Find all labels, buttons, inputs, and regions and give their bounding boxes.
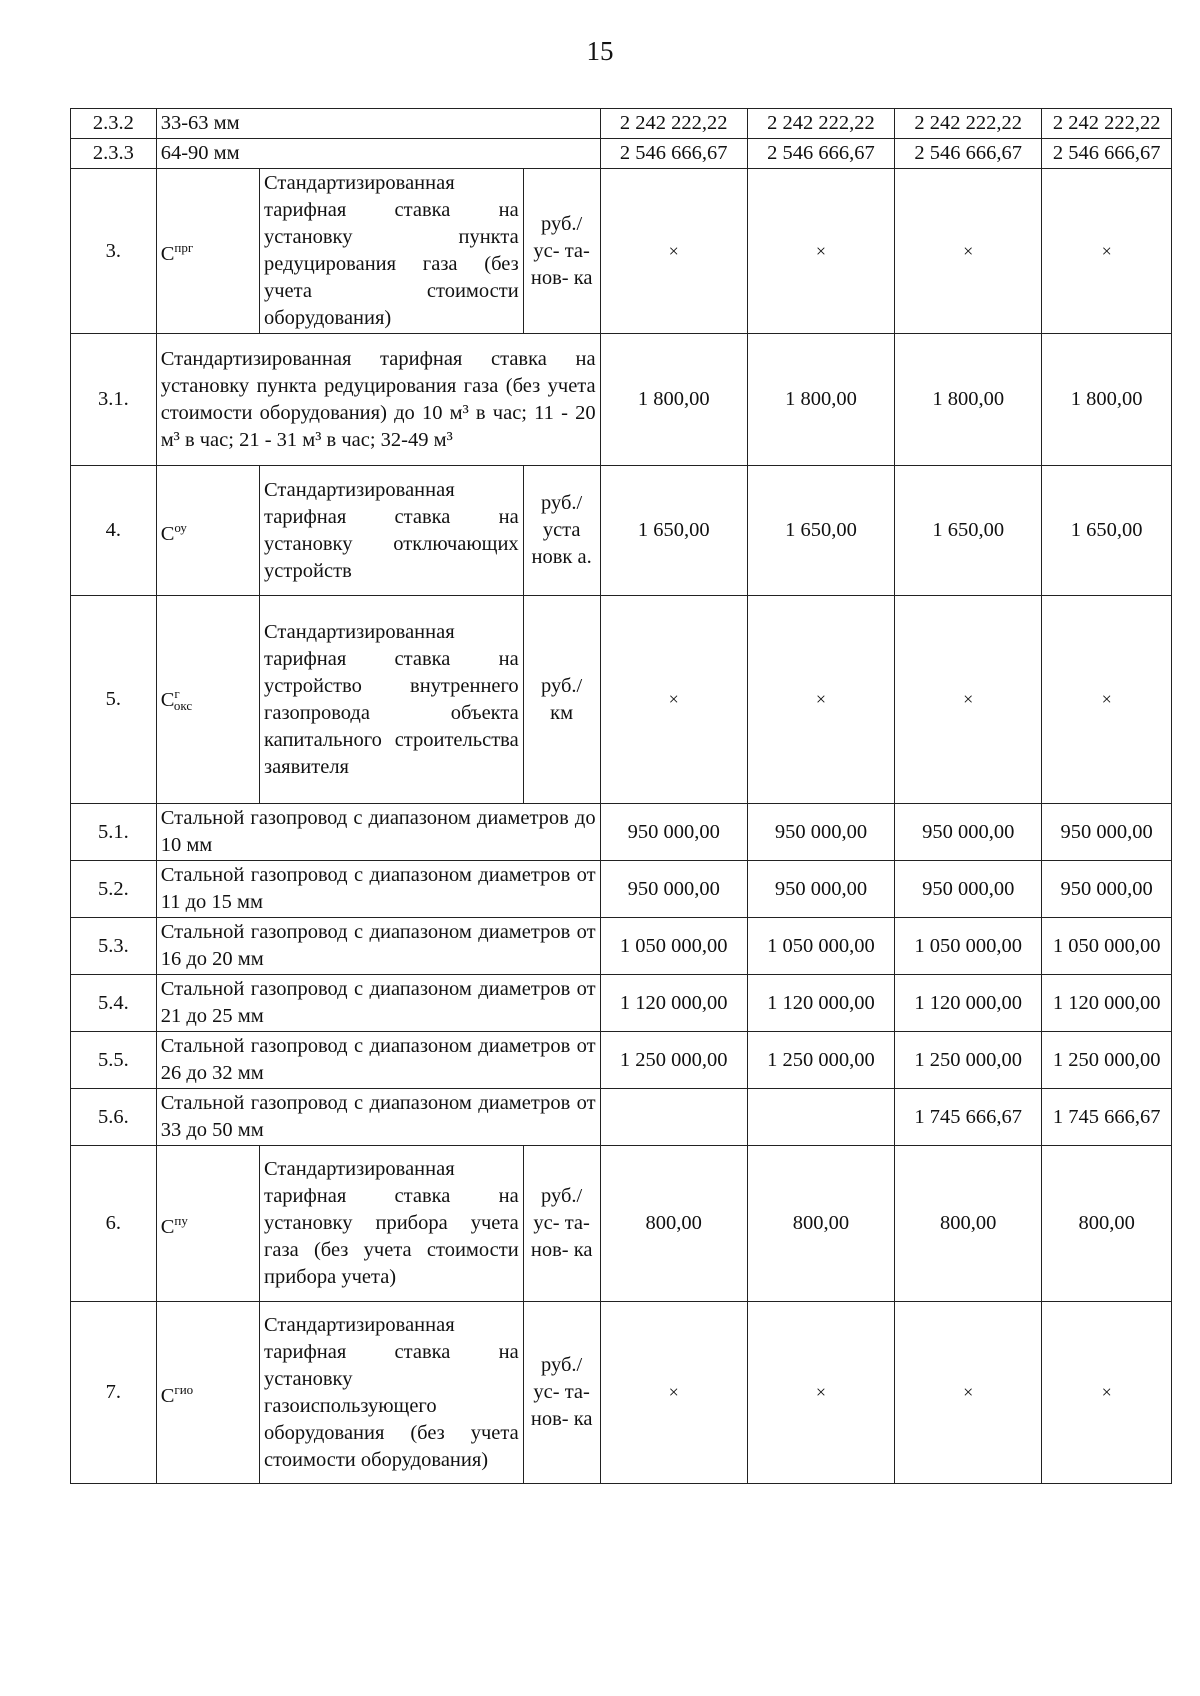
rate-value: 950 000,00	[600, 861, 747, 918]
tariff-symbol	[156, 1146, 259, 1302]
rate-value: ×	[895, 169, 1042, 334]
table-row	[71, 804, 1172, 861]
rate-value: 1 050 000,00	[747, 918, 894, 975]
rate-value: 950 000,00	[895, 861, 1042, 918]
table-row	[71, 975, 1172, 1032]
rate-value: 1 050 000,00	[1042, 918, 1172, 975]
rate-description: Стальной газопровод с диапазоном диаметров от 33 до 50 мм	[156, 1089, 600, 1146]
symbol-base: C	[160, 1384, 175, 1407]
rate-description: Стандартизированная тарифная ставка на установку пункта редуцирования газа (без учета стоимости оборудования) до 10 м³ в час; 11 - 20 м³ в час; 21 - 31 м³ в час; 32-49 м³	[156, 334, 600, 466]
rate-value: 1 250 000,00	[747, 1032, 894, 1089]
tariff-table	[70, 108, 1172, 1484]
symbol-base: C	[160, 688, 175, 711]
rate-value: ×	[747, 1302, 894, 1484]
table-row	[71, 918, 1172, 975]
row-number: 7.	[71, 1302, 157, 1484]
rate-value: 1 120 000,00	[1042, 975, 1172, 1032]
rate-value: 950 000,00	[600, 804, 747, 861]
rate-value: 2 242 222,22	[895, 109, 1042, 139]
unit-of-measure: руб./ км	[523, 596, 600, 804]
rate-value: 1 800,00	[895, 334, 1042, 466]
rate-description: Стандартизированная тарифная ставка на установку прибора учета газа (без учета стоимости прибора учета)	[259, 1146, 523, 1302]
rate-value: ×	[600, 169, 747, 334]
rate-value: 2 546 666,67	[600, 139, 747, 169]
table-row	[71, 1302, 1172, 1484]
row-number: 4.	[71, 466, 157, 596]
rate-value: 950 000,00	[1042, 861, 1172, 918]
rate-description: Стальной газопровод с диапазоном диаметров от 11 до 15 мм	[156, 861, 600, 918]
rate-description: Стандартизированная тарифная ставка на установку пункта редуцирования газа (без учета стоимости оборудования)	[259, 169, 523, 334]
rate-value: 800,00	[600, 1146, 747, 1302]
rate-value: ×	[747, 169, 894, 334]
table-row	[71, 334, 1172, 466]
symbol-superscript: г	[174, 685, 180, 701]
rate-value: 1 800,00	[1042, 334, 1172, 466]
rate-value: ×	[1042, 169, 1172, 334]
rate-description: Стандартизированная тарифная ставка на устройство внутреннего газопровода объекта капитального строительства заявителя	[259, 596, 523, 804]
table-row	[71, 139, 1172, 169]
rate-value: 2 242 222,22	[1042, 109, 1172, 139]
symbol-superscript: пу	[174, 1212, 188, 1228]
rate-value: ×	[747, 596, 894, 804]
tariff-symbol	[156, 169, 259, 334]
rate-value: ×	[600, 1302, 747, 1484]
page-number: 15	[586, 36, 614, 66]
unit-of-measure: руб./ ус- та- нов- ка	[523, 169, 600, 334]
symbol-base: C	[160, 242, 175, 265]
symbol-base: C	[160, 1215, 175, 1238]
row-number: 3.	[71, 169, 157, 334]
rate-value: 1 745 666,67	[895, 1089, 1042, 1146]
rate-value: 1 650,00	[747, 466, 894, 596]
table-row	[71, 1032, 1172, 1089]
row-number: 5.6.	[71, 1089, 157, 1146]
symbol-subscript: окс	[173, 698, 193, 714]
rate-value: ×	[895, 596, 1042, 804]
rate-value: 1 650,00	[600, 466, 747, 596]
rate-value: 2 242 222,22	[600, 109, 747, 139]
rate-value: 950 000,00	[895, 804, 1042, 861]
tariff-symbol	[156, 1302, 259, 1484]
rate-value: 1 120 000,00	[895, 975, 1042, 1032]
rate-value: 2 546 666,67	[747, 139, 894, 169]
table-body	[71, 109, 1172, 1484]
row-number: 5.4.	[71, 975, 157, 1032]
table-row	[71, 596, 1172, 804]
row-number: 2.3.3	[71, 139, 157, 169]
symbol-superscript: прг	[174, 240, 194, 256]
tariff-symbol	[156, 466, 259, 596]
rate-value: 2 242 222,22	[747, 109, 894, 139]
rate-description: Стандартизированная тарифная ставка на установку газоиспользующего оборудования (без учета стоимости оборудования)	[259, 1302, 523, 1484]
row-number: 5.1.	[71, 804, 157, 861]
rate-value: 1 120 000,00	[747, 975, 894, 1032]
rate-value: 1 050 000,00	[895, 918, 1042, 975]
rate-value: ×	[1042, 596, 1172, 804]
rate-value: 1 050 000,00	[600, 918, 747, 975]
rate-value: 1 650,00	[895, 466, 1042, 596]
rate-value: 1 250 000,00	[1042, 1032, 1172, 1089]
unit-of-measure: руб./ ус- та- нов- ка	[523, 1302, 600, 1484]
rate-value	[600, 1089, 747, 1146]
rate-value: 950 000,00	[747, 804, 894, 861]
table-row	[71, 169, 1172, 334]
rate-description: Стальной газопровод с диапазоном диаметров от 16 до 20 мм	[156, 918, 600, 975]
rate-description: Стальной газопровод с диапазоном диаметров до 10 мм	[156, 804, 600, 861]
tariff-symbol	[156, 596, 259, 804]
rate-value: ×	[895, 1302, 1042, 1484]
row-number: 6.	[71, 1146, 157, 1302]
symbol-base: C	[160, 522, 175, 545]
unit-of-measure: руб./ уста новк а.	[523, 466, 600, 596]
rate-description: Стальной газопровод с диапазоном диаметров от 21 до 25 мм	[156, 975, 600, 1032]
rate-value	[747, 1089, 894, 1146]
rate-value: 1 800,00	[600, 334, 747, 466]
unit-of-measure: руб./ ус- та- нов- ка	[523, 1146, 600, 1302]
row-number: 5.5.	[71, 1032, 157, 1089]
rate-description: 33-63 мм	[156, 109, 600, 139]
table-row	[71, 466, 1172, 596]
row-number: 5.	[71, 596, 157, 804]
rate-value: 800,00	[1042, 1146, 1172, 1302]
rate-value: 950 000,00	[747, 861, 894, 918]
table-row	[71, 109, 1172, 139]
rate-value: 800,00	[747, 1146, 894, 1302]
row-number: 5.3.	[71, 918, 157, 975]
rate-description: 64-90 мм	[156, 139, 600, 169]
rate-value: 2 546 666,67	[895, 139, 1042, 169]
symbol-superscript: гио	[174, 1381, 194, 1397]
rate-value: 1 800,00	[747, 334, 894, 466]
rate-value: 800,00	[895, 1146, 1042, 1302]
table-row	[71, 1146, 1172, 1302]
symbol-superscript: оу	[174, 519, 187, 535]
rate-description: Стальной газопровод с диапазоном диаметров от 26 до 32 мм	[156, 1032, 600, 1089]
rate-value: 1 650,00	[1042, 466, 1172, 596]
rate-value: ×	[600, 596, 747, 804]
rate-value: ×	[1042, 1302, 1172, 1484]
rate-description: Стандартизированная тарифная ставка на установку отключающих устройств	[259, 466, 523, 596]
row-number: 2.3.2	[71, 109, 157, 139]
rate-value: 1 250 000,00	[600, 1032, 747, 1089]
row-number: 5.2.	[71, 861, 157, 918]
rate-value: 950 000,00	[1042, 804, 1172, 861]
rate-value: 1 745 666,67	[1042, 1089, 1172, 1146]
rate-value: 1 250 000,00	[895, 1032, 1042, 1089]
row-number: 3.1.	[71, 334, 157, 466]
table-row	[71, 861, 1172, 918]
table-row	[71, 1089, 1172, 1146]
rate-value: 2 546 666,67	[1042, 139, 1172, 169]
rate-value: 1 120 000,00	[600, 975, 747, 1032]
